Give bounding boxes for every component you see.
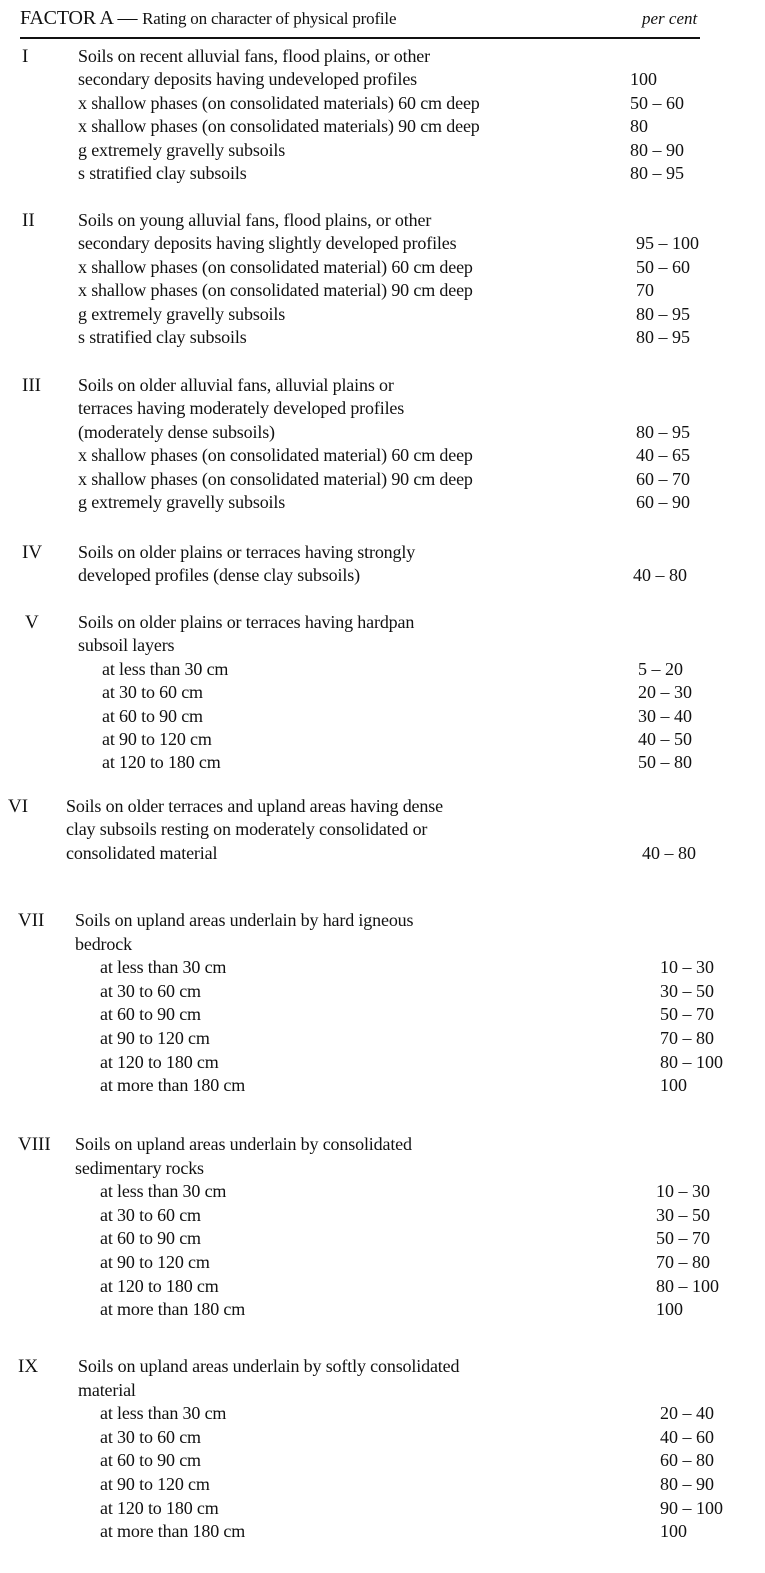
- rating-value: 10 – 30: [656, 1181, 710, 1202]
- rating-value: 80 – 95: [630, 163, 684, 183]
- class-description-line: x shallow phases (on consolidated material) 60 cm deep: [78, 256, 473, 277]
- class-description-line: Soils on recent alluvial fans, flood plains, or other: [78, 46, 430, 66]
- class-description-line: at 90 to 120 cm: [100, 1252, 210, 1272]
- rating-value: 30 – 50: [656, 1204, 710, 1225]
- rating-value: 40 – 60: [660, 1426, 714, 1447]
- class-description-line: at 120 to 180 cm: [102, 752, 221, 773]
- class-description-line: g extremely gravelly subsoils: [78, 303, 286, 324]
- rating-value: 30 – 40: [638, 705, 692, 726]
- class-description-line: at more than 180 cm: [100, 1299, 246, 1320]
- rating-value: 100: [660, 1075, 687, 1096]
- rating-value: 80 – 95: [636, 303, 690, 324]
- class-description-line: at less than 30 cm: [102, 658, 229, 679]
- rating-value: 70: [636, 280, 654, 301]
- rating-value: 50 – 70: [660, 1004, 714, 1025]
- class-description-line: consolidated material: [66, 842, 218, 863]
- rating-value: 60 – 70: [636, 468, 690, 489]
- class-description-line: at 30 to 60 cm: [100, 1426, 201, 1447]
- rating-value: 60 – 90: [636, 492, 690, 512]
- class-description-line: at 60 to 90 cm: [100, 1004, 201, 1025]
- rating-value: 95 – 100: [636, 233, 699, 254]
- class-description-line: at 120 to 180 cm: [100, 1275, 219, 1296]
- class-numeral: II: [22, 210, 35, 231]
- rating-value: 40 – 80: [633, 565, 687, 586]
- class-description-line: at 60 to 90 cm: [102, 705, 203, 726]
- class-description-line: at 30 to 60 cm: [100, 1204, 201, 1225]
- class-description-line: Soils on older plains or terraces having hardpan: [78, 612, 415, 632]
- rating-value: 40 – 65: [636, 445, 690, 466]
- class-description-line: Soils on upland areas underlain by consolidated: [75, 1134, 412, 1154]
- rating-value: 50 – 60: [630, 92, 684, 113]
- rating-value: 50 – 60: [636, 256, 690, 277]
- class-description-line: Soils on older alluvial fans, alluvial plains or: [78, 375, 394, 395]
- rating-value: 80: [630, 116, 648, 137]
- table-header: [20, 7, 700, 37]
- rating-value: 70 – 80: [656, 1252, 710, 1272]
- rating-value: 40 – 50: [638, 729, 692, 749]
- rating-value: 80 – 90: [660, 1474, 714, 1494]
- class-numeral: I: [22, 46, 29, 67]
- class-description-line: at 90 to 120 cm: [100, 1028, 210, 1048]
- factor-heading: [20, 7, 396, 30]
- class-description-line: terraces having moderately developed profiles: [78, 398, 405, 419]
- class-description-line: at less than 30 cm: [100, 1181, 227, 1202]
- rating-value: 80 – 100: [660, 1051, 723, 1072]
- rating-value: 100: [656, 1299, 683, 1320]
- rating-value: 100: [660, 1521, 687, 1542]
- class-description-line: clay subsoils resting on moderately consolidated or: [66, 819, 428, 840]
- class-description-line: bedrock: [75, 933, 132, 954]
- percent-column-label: per cent: [642, 9, 698, 28]
- rating-value: 80 – 100: [656, 1275, 719, 1296]
- class-numeral: IV: [22, 542, 43, 563]
- class-description-line: x shallow phases (on consolidated materials) 90 cm deep: [78, 116, 480, 137]
- rating-value: 20 – 40: [660, 1403, 714, 1424]
- class-description-line: at less than 30 cm: [100, 957, 227, 978]
- rating-value: 10 – 30: [660, 957, 714, 978]
- class-description-line: developed profiles (dense clay subsoils): [78, 565, 360, 586]
- rating-value: 50 – 80: [638, 752, 692, 773]
- class-numeral: VII: [18, 910, 45, 931]
- class-description-line: g extremely gravelly subsoils: [78, 139, 286, 160]
- class-description-line: x shallow phases (on consolidated material) 60 cm deep: [78, 445, 473, 466]
- class-description-line: Soils on older plains or terraces having strongly: [78, 542, 416, 562]
- class-description-line: material: [78, 1379, 136, 1400]
- class-description-line: Soils on young alluvial fans, flood plains, or other: [78, 210, 432, 230]
- class-description-line: at 30 to 60 cm: [100, 980, 201, 1001]
- rating-value: 80 – 90: [630, 139, 684, 160]
- class-description-line: x shallow phases (on consolidated material) 90 cm deep: [78, 468, 473, 489]
- class-description-line: at 60 to 90 cm: [100, 1228, 201, 1249]
- class-description-line: at 120 to 180 cm: [100, 1497, 219, 1518]
- class-description-line: Soils on upland areas underlain by hard igneous: [75, 910, 414, 930]
- rating-value: 5 – 20: [638, 658, 683, 679]
- class-description-line: (moderately dense subsoils): [78, 421, 275, 442]
- class-description-line: at 90 to 120 cm: [102, 729, 212, 749]
- header-divider: [20, 37, 700, 39]
- rating-value: 80 – 95: [636, 421, 690, 442]
- class-description-line: at less than 30 cm: [100, 1403, 227, 1424]
- class-numeral: V: [25, 612, 39, 633]
- class-description-line: Soils on older terraces and upland areas having dense: [66, 796, 443, 816]
- rating-value: 100: [630, 69, 657, 90]
- class-description-line: g extremely gravelly subsoils: [78, 492, 286, 512]
- class-description-line: at 120 to 180 cm: [100, 1051, 219, 1072]
- rating-value: 20 – 30: [638, 682, 692, 703]
- class-description-line: secondary deposits having slightly developed profiles: [78, 233, 457, 254]
- class-description-line: s stratified clay subsoils: [78, 327, 247, 347]
- rating-value: 60 – 80: [660, 1450, 714, 1471]
- class-description-line: at 60 to 90 cm: [100, 1450, 201, 1471]
- rating-value: 40 – 80: [642, 842, 696, 863]
- factor-title: FACTOR A: [20, 7, 113, 29]
- factor-subtitle: Rating on character of physical profile: [142, 9, 397, 28]
- class-description-line: at more than 180 cm: [100, 1521, 246, 1542]
- rating-value: 50 – 70: [656, 1228, 710, 1249]
- class-description-line: x shallow phases (on consolidated material) 90 cm deep: [78, 280, 473, 301]
- rating-value: 30 – 50: [660, 980, 714, 1001]
- rating-value: 90 – 100: [660, 1497, 723, 1518]
- class-description-line: secondary deposits having undeveloped profiles: [78, 69, 418, 90]
- class-numeral: IX: [18, 1356, 39, 1377]
- class-description-line: at 30 to 60 cm: [102, 682, 203, 703]
- class-description-line: x shallow phases (on consolidated materials) 60 cm deep: [78, 92, 480, 113]
- class-description-line: Soils on upland areas underlain by softly consolidated: [78, 1356, 460, 1376]
- class-description-line: subsoil layers: [78, 635, 175, 656]
- class-description-line: sedimentary rocks: [75, 1157, 204, 1178]
- rating-value: 80 – 95: [636, 327, 690, 347]
- class-numeral: VIII: [18, 1134, 51, 1155]
- heading-dash: —: [112, 7, 143, 29]
- class-numeral: III: [22, 375, 41, 396]
- class-description-line: s stratified clay subsoils: [78, 163, 247, 183]
- class-numeral: VI: [8, 796, 29, 817]
- class-description-line: at more than 180 cm: [100, 1075, 246, 1096]
- class-description-line: at 90 to 120 cm: [100, 1474, 210, 1494]
- rating-value: 70 – 80: [660, 1028, 714, 1048]
